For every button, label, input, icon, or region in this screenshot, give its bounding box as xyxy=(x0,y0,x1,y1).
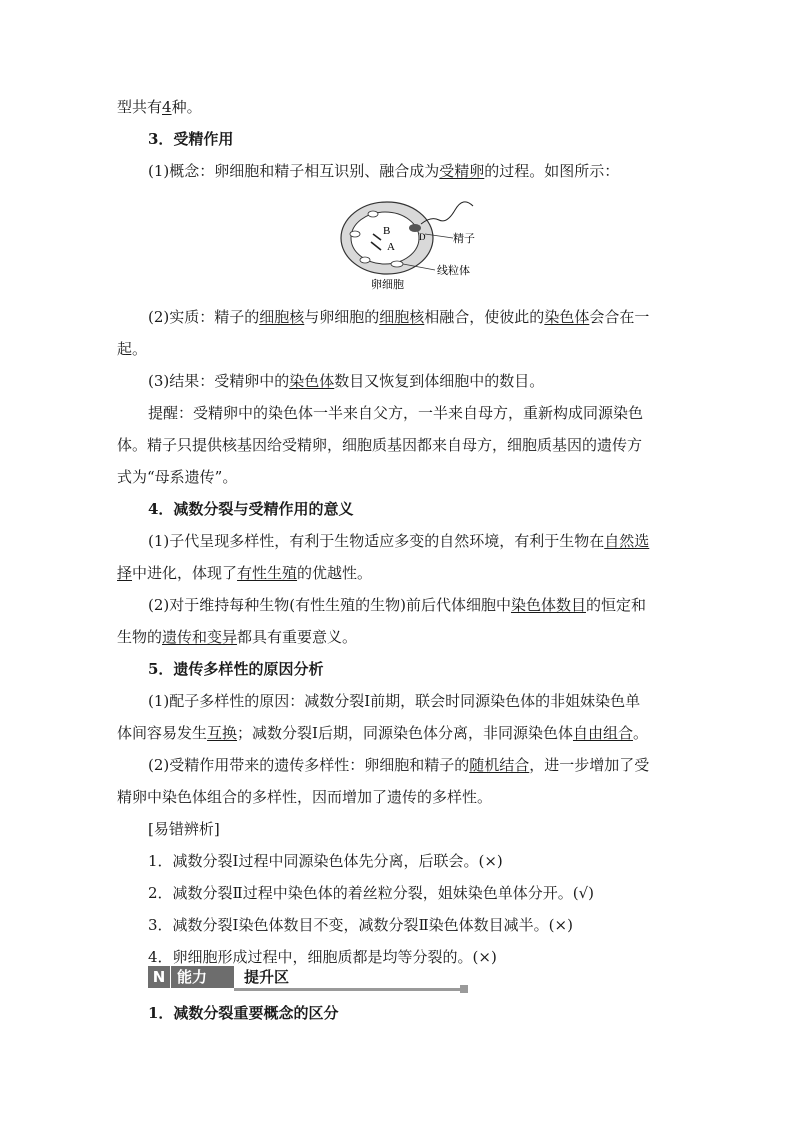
paragraph-line: (3)结果：受精卵中的染色体数目又恢复到体细胞中的数目。 xyxy=(148,372,545,390)
list-item: 1．减数分裂Ⅰ过程中同源染色体先分离，后联会。(×) xyxy=(148,852,503,870)
mitochondrion xyxy=(391,261,403,267)
paragraph-line: 体。精子只提供核基因给受精卵，细胞质基因都来自母方，细胞质基因的遗传方 xyxy=(117,436,643,454)
sperm-head xyxy=(409,224,421,232)
banner-badge xyxy=(148,966,234,988)
banner-rule xyxy=(234,988,464,991)
banner-title: 提升区 xyxy=(244,968,290,986)
banner-end-mark xyxy=(460,985,468,993)
paragraph-line: 式为“母系遗传”。 xyxy=(117,468,238,486)
mitochondrion xyxy=(368,211,378,217)
paragraph-line: (2)对于维持每种生物(有性生殖的生物)前后代体细胞中染色体数目的恒定和 xyxy=(148,596,646,614)
egg-cytoplasm xyxy=(351,212,419,264)
list-item: 2．减数分裂Ⅱ过程中染色体的着丝粒分裂，姐妹染色单体分开。(√) xyxy=(148,884,595,902)
banner-letter: N xyxy=(148,966,171,988)
sperm-tail xyxy=(421,202,473,224)
label-mito: 线粒体 xyxy=(437,264,470,277)
section-banner xyxy=(148,964,470,994)
paragraph-line: (1)概念：卵细胞和精子相互识别、融合成为受精卵的过程。如图所示： xyxy=(148,162,620,180)
paragraph-line: 体间容易发生互换；减数分裂Ⅰ后期，同源染色体分离，非同源染色体自由组合。 xyxy=(117,724,648,742)
paragraph-line: 精卵中染色体组合的多样性，因而增加了遗传的多样性。 xyxy=(117,788,493,806)
mitochondrion xyxy=(350,231,360,237)
paragraph-line: 择中进化，体现了有性生殖的优越性。 xyxy=(117,564,373,582)
label-sperm: 精子 xyxy=(453,232,475,245)
paragraph-line: (1)配子多样性的原因：减数分裂Ⅰ前期，联会时同源染色体的非姐妹染色单 xyxy=(148,692,641,710)
section-heading: 1．减数分裂重要概念的区分 xyxy=(148,1004,339,1022)
mitochondrion xyxy=(360,257,370,263)
list-item: 3．减数分裂Ⅰ染色体数目不变，减数分裂Ⅱ染色体数目减半。(×) xyxy=(148,916,573,934)
subsection-label: [易错辨析] xyxy=(148,820,220,838)
paragraph-line: 起。 xyxy=(117,340,148,358)
paragraph-line: (2)实质：精子的细胞核与卵细胞的细胞核相融合，使彼此的染色体会合在一 xyxy=(148,308,650,326)
paragraph-line: 型共有4种。 xyxy=(117,98,202,116)
fertilization-diagram xyxy=(335,200,495,292)
label-b: B xyxy=(383,225,391,237)
paragraph-line: 提醒：受精卵中的染色体一半来自父方，一半来自母方，重新构成同源染色 xyxy=(148,404,644,422)
paragraph-line: (1)子代呈现多样性，有利于生物适应多变的自然环境，有利于生物在自然选 xyxy=(148,532,650,550)
list-item: 4．卵细胞形成过程中，细胞质都是均等分裂的。(×) xyxy=(148,948,497,966)
paragraph-line: 生物的遗传和变异都具有重要意义。 xyxy=(117,628,358,646)
section-heading: 5．遗传多样性的原因分析 xyxy=(148,660,324,678)
label-d: D xyxy=(419,232,426,242)
label-egg: 卵细胞 xyxy=(371,278,404,291)
section-heading: 3．受精作用 xyxy=(148,130,234,148)
paragraph-line: (2)受精作用带来的遗传多样性：卵细胞和精子的随机结合，进一步增加了受 xyxy=(148,756,650,774)
label-a: A xyxy=(387,241,395,253)
banner-badge-label: 能力 xyxy=(177,968,208,986)
section-heading: 4．减数分裂与受精作用的意义 xyxy=(148,500,354,518)
